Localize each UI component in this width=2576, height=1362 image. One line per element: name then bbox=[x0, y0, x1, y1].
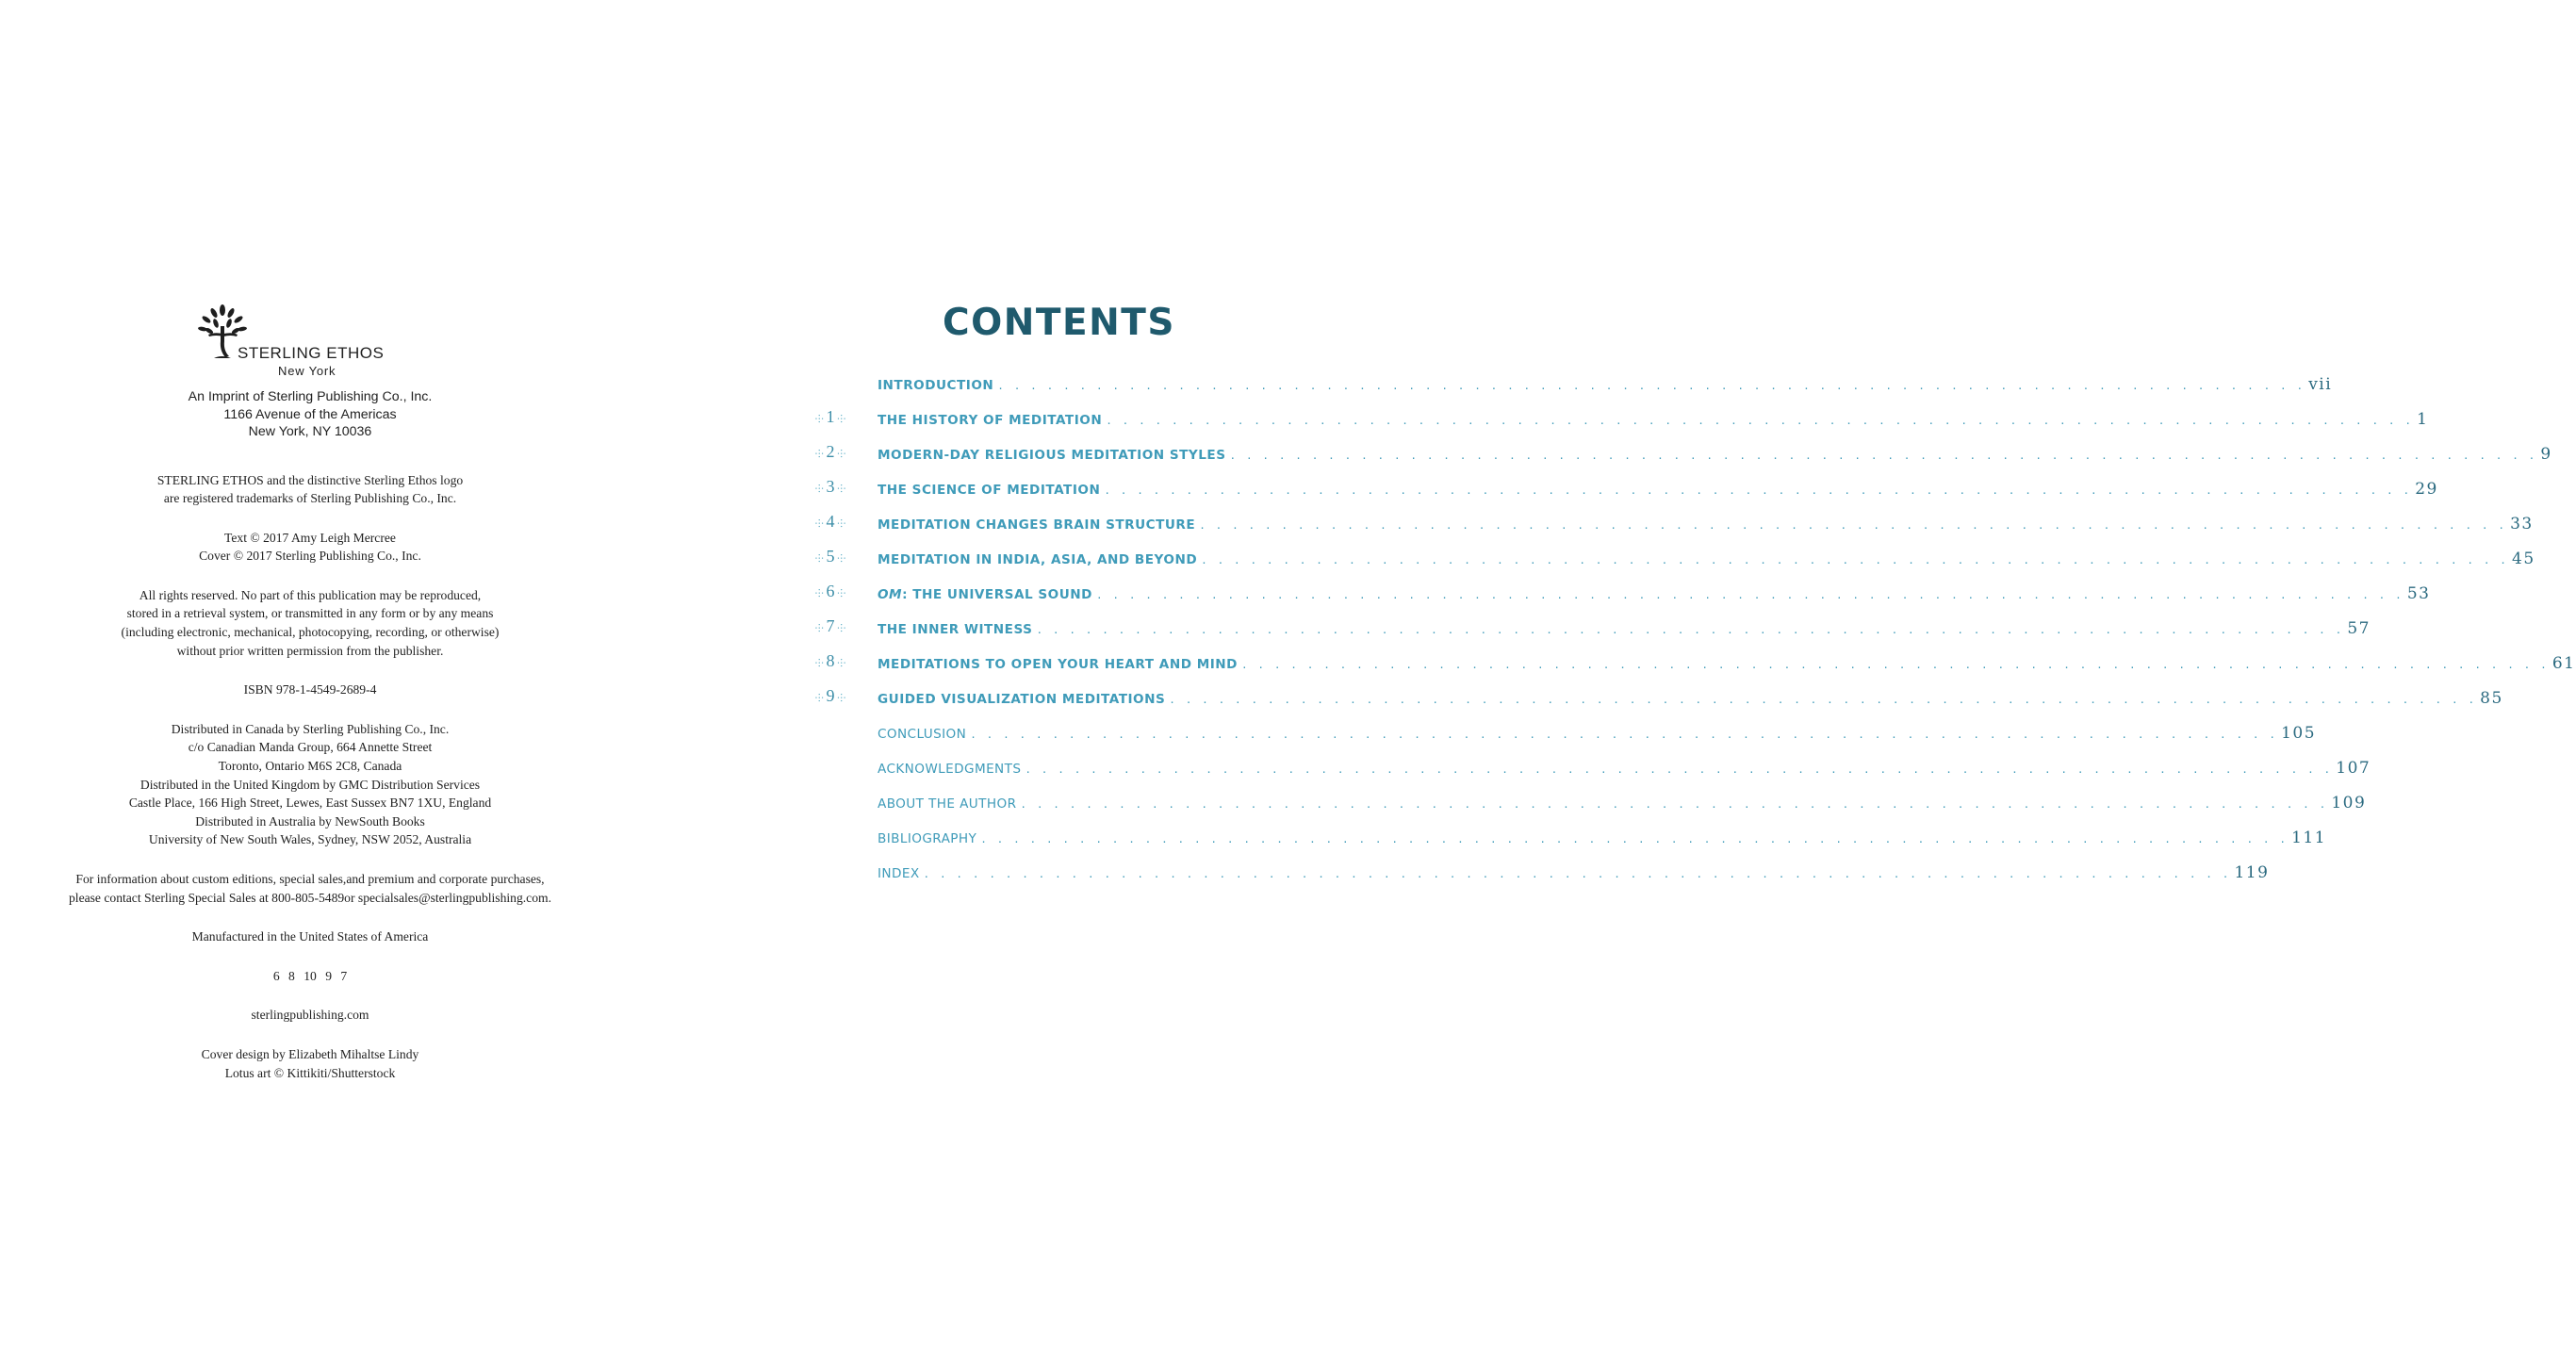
website-link: sterlingpublishing.com bbox=[251, 1008, 369, 1023]
rights-notice bbox=[38, 586, 582, 660]
ornament-left-icon: ⸭ bbox=[814, 518, 827, 530]
toc-page-number: 109 bbox=[2331, 794, 2367, 812]
toc-entry-line bbox=[878, 689, 2503, 708]
dot-leader: . . . . . . . . . . . . . . . . . . . . . . . . . . . . . . . . . . . . . . . . . . . . . . . . . . . . . . . . . . . . . . . . . . . . . . . . . . . . . . . . bbox=[1240, 659, 2549, 671]
website bbox=[38, 1006, 582, 1025]
toc-entry-title-text: MEDITATION IN INDIA, ASIA, AND BEYOND bbox=[878, 552, 1198, 567]
toc-entry[interactable] bbox=[801, 541, 2535, 576]
toc-entry-title bbox=[878, 762, 1021, 777]
dot-leader: . . . . . . . . . . . . . . . . . . . . . . . . . . . . . . . . . . . . . . . . . . . . . . . . . . . . . . . . . . . . . . . . . . . . . . . . . . . . . . . . bbox=[970, 729, 2278, 741]
toc-entry-title-text: THE SCIENCE OF MEDITATION bbox=[878, 483, 1101, 498]
imprint-address bbox=[38, 388, 582, 441]
dot-leader: . . . . . . . . . . . . . . . . . . . . . . . . . . . . . . . . . . . . . . . . . . . . . . . . . . . . . . . . . . . . . . . . . . . . . . . . . . . . . . . . bbox=[1199, 519, 2507, 532]
toc-entry-title-text: : THE UNIVERSAL SOUND bbox=[902, 587, 1092, 602]
chapter-number-value: 6 bbox=[826, 582, 835, 600]
toc-page-number: 107 bbox=[2336, 759, 2371, 778]
toc-page-number: vii bbox=[2308, 375, 2333, 394]
credit-line: Cover design by Elizabeth Mihaltse Lindy bbox=[201, 1046, 419, 1061]
dot-leader: . . . . . . . . . . . . . . . . . . . . . . . . . . . . . . . . . . . . . . . . . . . . . . . . . . . . . . . . . . . . . . . . . . . . . . . . . . . . . . . . bbox=[923, 868, 2231, 880]
toc-page-number: 9 bbox=[2540, 445, 2552, 464]
toc-entry-title-text: THE HISTORY OF MEDITATION bbox=[878, 413, 1103, 428]
toc-entry-line bbox=[878, 759, 2371, 778]
ornament-right-icon: ⸭ bbox=[834, 414, 846, 425]
publisher-name: STERLING ETHOS bbox=[238, 344, 385, 362]
chapter-number bbox=[801, 616, 860, 636]
chapter-number-value: 9 bbox=[826, 686, 835, 705]
toc-entry[interactable] bbox=[801, 715, 2317, 750]
distribution-line: University of New South Wales, Sydney, NSW 2052, Australia bbox=[148, 832, 472, 847]
toc-page-number: 33 bbox=[2510, 515, 2534, 533]
imprint-line: An Imprint of Sterling Publishing Co., Inc. bbox=[188, 389, 433, 404]
dot-leader: . . . . . . . . . . . . . . . . . . . . . . . . . . . . . . . . . . . . . . . . . . . . . . . . . . . . . . . . . . . . . . . . . . . . . . . . . . . . . . . . bbox=[1229, 450, 2537, 462]
chapter-number bbox=[801, 547, 860, 566]
ornament-right-icon: ⸭ bbox=[834, 518, 846, 530]
ornament-left-icon: ⸭ bbox=[814, 449, 827, 460]
chapter-number bbox=[801, 582, 860, 601]
toc-entry[interactable] bbox=[801, 785, 2367, 820]
toc-entry-title-text: INTRODUCTION bbox=[878, 378, 994, 393]
ornament-right-icon: ⸭ bbox=[834, 623, 846, 634]
distribution-line: c/o Canadian Manda Group, 664 Annette Street bbox=[188, 740, 433, 755]
toc-entry-title bbox=[878, 622, 1032, 637]
toc-entry-title bbox=[878, 796, 1016, 812]
toc-entry-line bbox=[878, 445, 2552, 464]
dot-leader: . . . . . . . . . . . . . . . . . . . . . . . . . . . . . . . . . . . . . . . . . . . . . . . . . . . . . . . . . . . . . . . . . . . . . . . . . . . . . . . . bbox=[1020, 798, 2328, 811]
chapter-number bbox=[801, 477, 860, 497]
ornament-right-icon: ⸭ bbox=[834, 693, 846, 704]
copyright-notice bbox=[38, 529, 582, 566]
toc-entry-title bbox=[878, 483, 1100, 498]
printing-numbers: 6 8 10 9 7 bbox=[272, 968, 348, 983]
ornament-left-icon: ⸭ bbox=[814, 658, 827, 669]
ornament-left-icon: ⸭ bbox=[814, 553, 827, 565]
special-sales-line: please contact Sterling Special Sales at 800-805-5489or specialsales@sterlingpublishing.com. bbox=[69, 890, 551, 905]
toc-entry-title bbox=[878, 552, 1197, 567]
toc-entry[interactable] bbox=[801, 367, 2333, 402]
toc-entry[interactable] bbox=[801, 855, 2270, 890]
toc-entry[interactable] bbox=[801, 436, 2552, 471]
rights-line: stored in a retrieval system, or transmitted in any form or by any means bbox=[126, 606, 494, 621]
toc-entry-title-text: INDEX bbox=[878, 866, 920, 881]
toc-entry-title-text: MODERN-DAY RELIGIOUS MEDITATION STYLES bbox=[878, 448, 1226, 463]
distribution-line: Toronto, Ontario M6S 2C8, Canada bbox=[218, 759, 402, 774]
toc-entry-line bbox=[878, 654, 2576, 673]
toc-entry[interactable] bbox=[801, 611, 2371, 646]
toc-entry[interactable] bbox=[801, 820, 2327, 855]
trademark-notice bbox=[38, 471, 582, 508]
dot-leader: . . . . . . . . . . . . . . . . . . . . . . . . . . . . . . . . . . . . . . . . . . . . . . . . . . . . . . . . . . . . . . . . . . . . . . . . . . . . . . . . bbox=[1201, 554, 2509, 566]
chapter-number-value: 8 bbox=[826, 651, 835, 670]
toc-entry-title bbox=[878, 831, 976, 846]
toc-page-number: 57 bbox=[2347, 619, 2371, 638]
contents-heading: CONTENTS bbox=[943, 302, 1175, 344]
toc-entry-title bbox=[878, 413, 1102, 428]
toc-entry-line bbox=[878, 515, 2534, 533]
toc-entry-line bbox=[878, 480, 2438, 499]
toc-entry-line bbox=[878, 829, 2327, 847]
chapter-number-value: 2 bbox=[826, 442, 835, 461]
trademark-line: STERLING ETHOS and the distinctive Sterling Ethos logo bbox=[156, 472, 464, 487]
ornament-right-icon: ⸭ bbox=[834, 588, 846, 599]
toc-entry[interactable] bbox=[801, 506, 2534, 541]
publisher-city: New York bbox=[278, 364, 336, 378]
toc-entry-line bbox=[878, 584, 2431, 603]
rights-line: All rights reserved. No part of this publication may be reproduced, bbox=[139, 587, 482, 602]
toc-entry-title bbox=[878, 517, 1195, 533]
credits bbox=[38, 1045, 582, 1082]
toc-entry-title-text: CONCLUSION bbox=[878, 727, 967, 742]
isbn-line: ISBN 978-1-4549-2689-4 bbox=[243, 682, 377, 697]
manufactured-line: Manufactured in the United States of America bbox=[191, 929, 429, 944]
toc-entry-line bbox=[878, 410, 2429, 429]
toc-entry-title-text: MEDITATIONS TO OPEN YOUR HEART AND MIND bbox=[878, 657, 1238, 672]
chapter-number-value: 1 bbox=[826, 407, 835, 426]
toc-entry-title bbox=[878, 727, 966, 742]
dot-leader: . . . . . . . . . . . . . . . . . . . . . . . . . . . . . . . . . . . . . . . . . . . . . . . . . . . . . . . . . . . . . . . . . . . . . . . . . . . . . . . . bbox=[1106, 415, 2414, 427]
toc-entry-title bbox=[878, 448, 1226, 463]
toc-entry[interactable] bbox=[801, 402, 2429, 436]
toc-page-number: 85 bbox=[2480, 689, 2503, 708]
distribution-line: Distributed in Australia by NewSouth Books bbox=[195, 813, 425, 829]
ornament-right-icon: ⸭ bbox=[834, 484, 846, 495]
toc-entry-line bbox=[878, 794, 2367, 812]
dot-leader: . . . . . . . . . . . . . . . . . . . . . . . . . . . . . . . . . . . . . . . . . . . . . . . . . . . . . . . . . . . . . . . . . . . . . . . . . . . . . . . . bbox=[997, 380, 2305, 392]
dot-leader: . . . . . . . . . . . . . . . . . . . . . . . . . . . . . . . . . . . . . . . . . . . . . . . . . . . . . . . . . . . . . . . . . . . . . . . . . . . . . . . . bbox=[1025, 763, 2333, 776]
toc-page-number: 61 bbox=[2551, 654, 2576, 673]
copyright-line: Text © 2017 Amy Leigh Mercree bbox=[224, 530, 396, 545]
toc-entry-line bbox=[878, 619, 2371, 638]
ornament-left-icon: ⸭ bbox=[814, 623, 827, 634]
toc-page-number: 53 bbox=[2406, 584, 2431, 603]
toc-entry-title-text: MEDITATION CHANGES BRAIN STRUCTURE bbox=[878, 517, 1196, 533]
trademark-line: are registered trademarks of Sterling Publishing Co., Inc. bbox=[163, 491, 457, 506]
toc-entry-title bbox=[878, 866, 920, 881]
toc-page-number: 119 bbox=[2234, 863, 2270, 882]
dot-leader: . . . . . . . . . . . . . . . . . . . . . . . . . . . . . . . . . . . . . . . . . . . . . . . . . . . . . . . . . . . . . . . . . . . . . . . . . . . . . . . . bbox=[980, 833, 2289, 845]
distribution-line: Distributed in Canada by Sterling Publishing Co., Inc. bbox=[171, 721, 450, 736]
ornament-right-icon: ⸭ bbox=[834, 449, 846, 460]
distribution-line: Castle Place, 166 High Street, Lewes, East Sussex BN7 1XU, England bbox=[128, 796, 492, 811]
ornament-left-icon: ⸭ bbox=[814, 414, 827, 425]
chapter-number bbox=[801, 651, 860, 671]
toc-entry-line bbox=[878, 724, 2317, 743]
dot-leader: . . . . . . . . . . . . . . . . . . . . . . . . . . . . . . . . . . . . . . . . . . . . . . . . . . . . . . . . . . . . . . . . . . . . . . . . . . . . . . . . bbox=[1095, 589, 2404, 601]
distribution-notice bbox=[38, 720, 582, 849]
toc-entry-title-text: GUIDED VISUALIZATION MEDITATIONS bbox=[878, 692, 1166, 707]
rights-line: without prior written permission from the publisher. bbox=[176, 643, 444, 658]
dot-leader: . . . . . . . . . . . . . . . . . . . . . . . . . . . . . . . . . . . . . . . . . . . . . . . . . . . . . . . . . . . . . . . . . . . . . . . . . . . . . . . . bbox=[1036, 624, 2344, 636]
toc-entry[interactable] bbox=[801, 750, 2371, 785]
ornament-left-icon: ⸭ bbox=[814, 484, 827, 495]
toc-page-number: 45 bbox=[2512, 550, 2535, 568]
toc-entry-title bbox=[878, 692, 1165, 707]
credit-line: Lotus art © Kittikiti/Shutterstock bbox=[224, 1065, 396, 1080]
toc-page-number: 29 bbox=[2415, 480, 2438, 499]
toc-entry-line bbox=[878, 863, 2270, 882]
toc-page-number: 1 bbox=[2417, 410, 2429, 429]
publisher-logo bbox=[38, 300, 582, 381]
print-line bbox=[38, 967, 582, 986]
toc-entry[interactable] bbox=[801, 576, 2431, 611]
toc-entry-title-emphasis: OM bbox=[878, 587, 903, 602]
ornament-right-icon: ⸭ bbox=[834, 658, 846, 669]
isbn bbox=[38, 681, 582, 699]
chapter-number-value: 7 bbox=[826, 616, 835, 635]
toc-entry-title-text: ABOUT THE AUTHOR bbox=[878, 796, 1017, 812]
chapter-number bbox=[801, 686, 860, 706]
toc-entry-title-text: THE INNER WITNESS bbox=[878, 622, 1033, 637]
toc-entry-title bbox=[878, 587, 1092, 602]
toc-entry-title-text: ACKNOWLEDGMENTS bbox=[878, 762, 1022, 777]
chapter-number-value: 4 bbox=[826, 512, 835, 531]
dot-leader: . . . . . . . . . . . . . . . . . . . . . . . . . . . . . . . . . . . . . . . . . . . . . . . . . . . . . . . . . . . . . . . . . . . . . . . . . . . . . . . . bbox=[1169, 694, 2477, 706]
imprint-line: 1166 Avenue of the Americas bbox=[223, 406, 397, 422]
toc-entry-title bbox=[878, 378, 993, 393]
table-of-contents bbox=[801, 367, 2576, 890]
toc-entry-title bbox=[878, 657, 1238, 672]
dot-leader: . . . . . . . . . . . . . . . . . . . . . . . . . . . . . . . . . . . . . . . . . . . . . . . . . . . . . . . . . . . . . . . . . . . . . . . . . . . . . . . . bbox=[1104, 484, 2412, 497]
toc-entry[interactable] bbox=[801, 646, 2576, 681]
toc-entry-line bbox=[878, 375, 2333, 394]
special-sales-notice bbox=[38, 870, 582, 907]
toc-entry[interactable] bbox=[801, 681, 2503, 715]
rights-line: (including electronic, mechanical, photocopying, recording, or otherwise) bbox=[121, 625, 500, 640]
distribution-line: Distributed in the United Kingdom by GMC Distribution Services bbox=[139, 777, 481, 792]
toc-entry-title-text: BIBLIOGRAPHY bbox=[878, 831, 977, 846]
ornament-right-icon: ⸭ bbox=[834, 553, 846, 565]
imprint-line: New York, NY 10036 bbox=[248, 424, 372, 439]
ornament-left-icon: ⸭ bbox=[814, 588, 827, 599]
copyright-line: Cover © 2017 Sterling Publishing Co., Inc. bbox=[199, 549, 421, 564]
copyright-page bbox=[38, 300, 582, 1082]
ornament-left-icon: ⸭ bbox=[814, 693, 827, 704]
toc-page-number: 105 bbox=[2281, 724, 2317, 743]
toc-page-number: 111 bbox=[2291, 829, 2327, 847]
manufactured-notice bbox=[38, 927, 582, 946]
special-sales-line: For information about custom editions, special sales,and premium and corporate purchases, bbox=[75, 872, 545, 886]
chapter-number bbox=[801, 512, 860, 532]
toc-entry-line bbox=[878, 550, 2535, 568]
chapter-number-value: 3 bbox=[826, 477, 835, 496]
chapter-number bbox=[801, 407, 860, 427]
chapter-number-value: 5 bbox=[826, 547, 835, 566]
toc-entry[interactable] bbox=[801, 471, 2438, 506]
chapter-number bbox=[801, 442, 860, 462]
